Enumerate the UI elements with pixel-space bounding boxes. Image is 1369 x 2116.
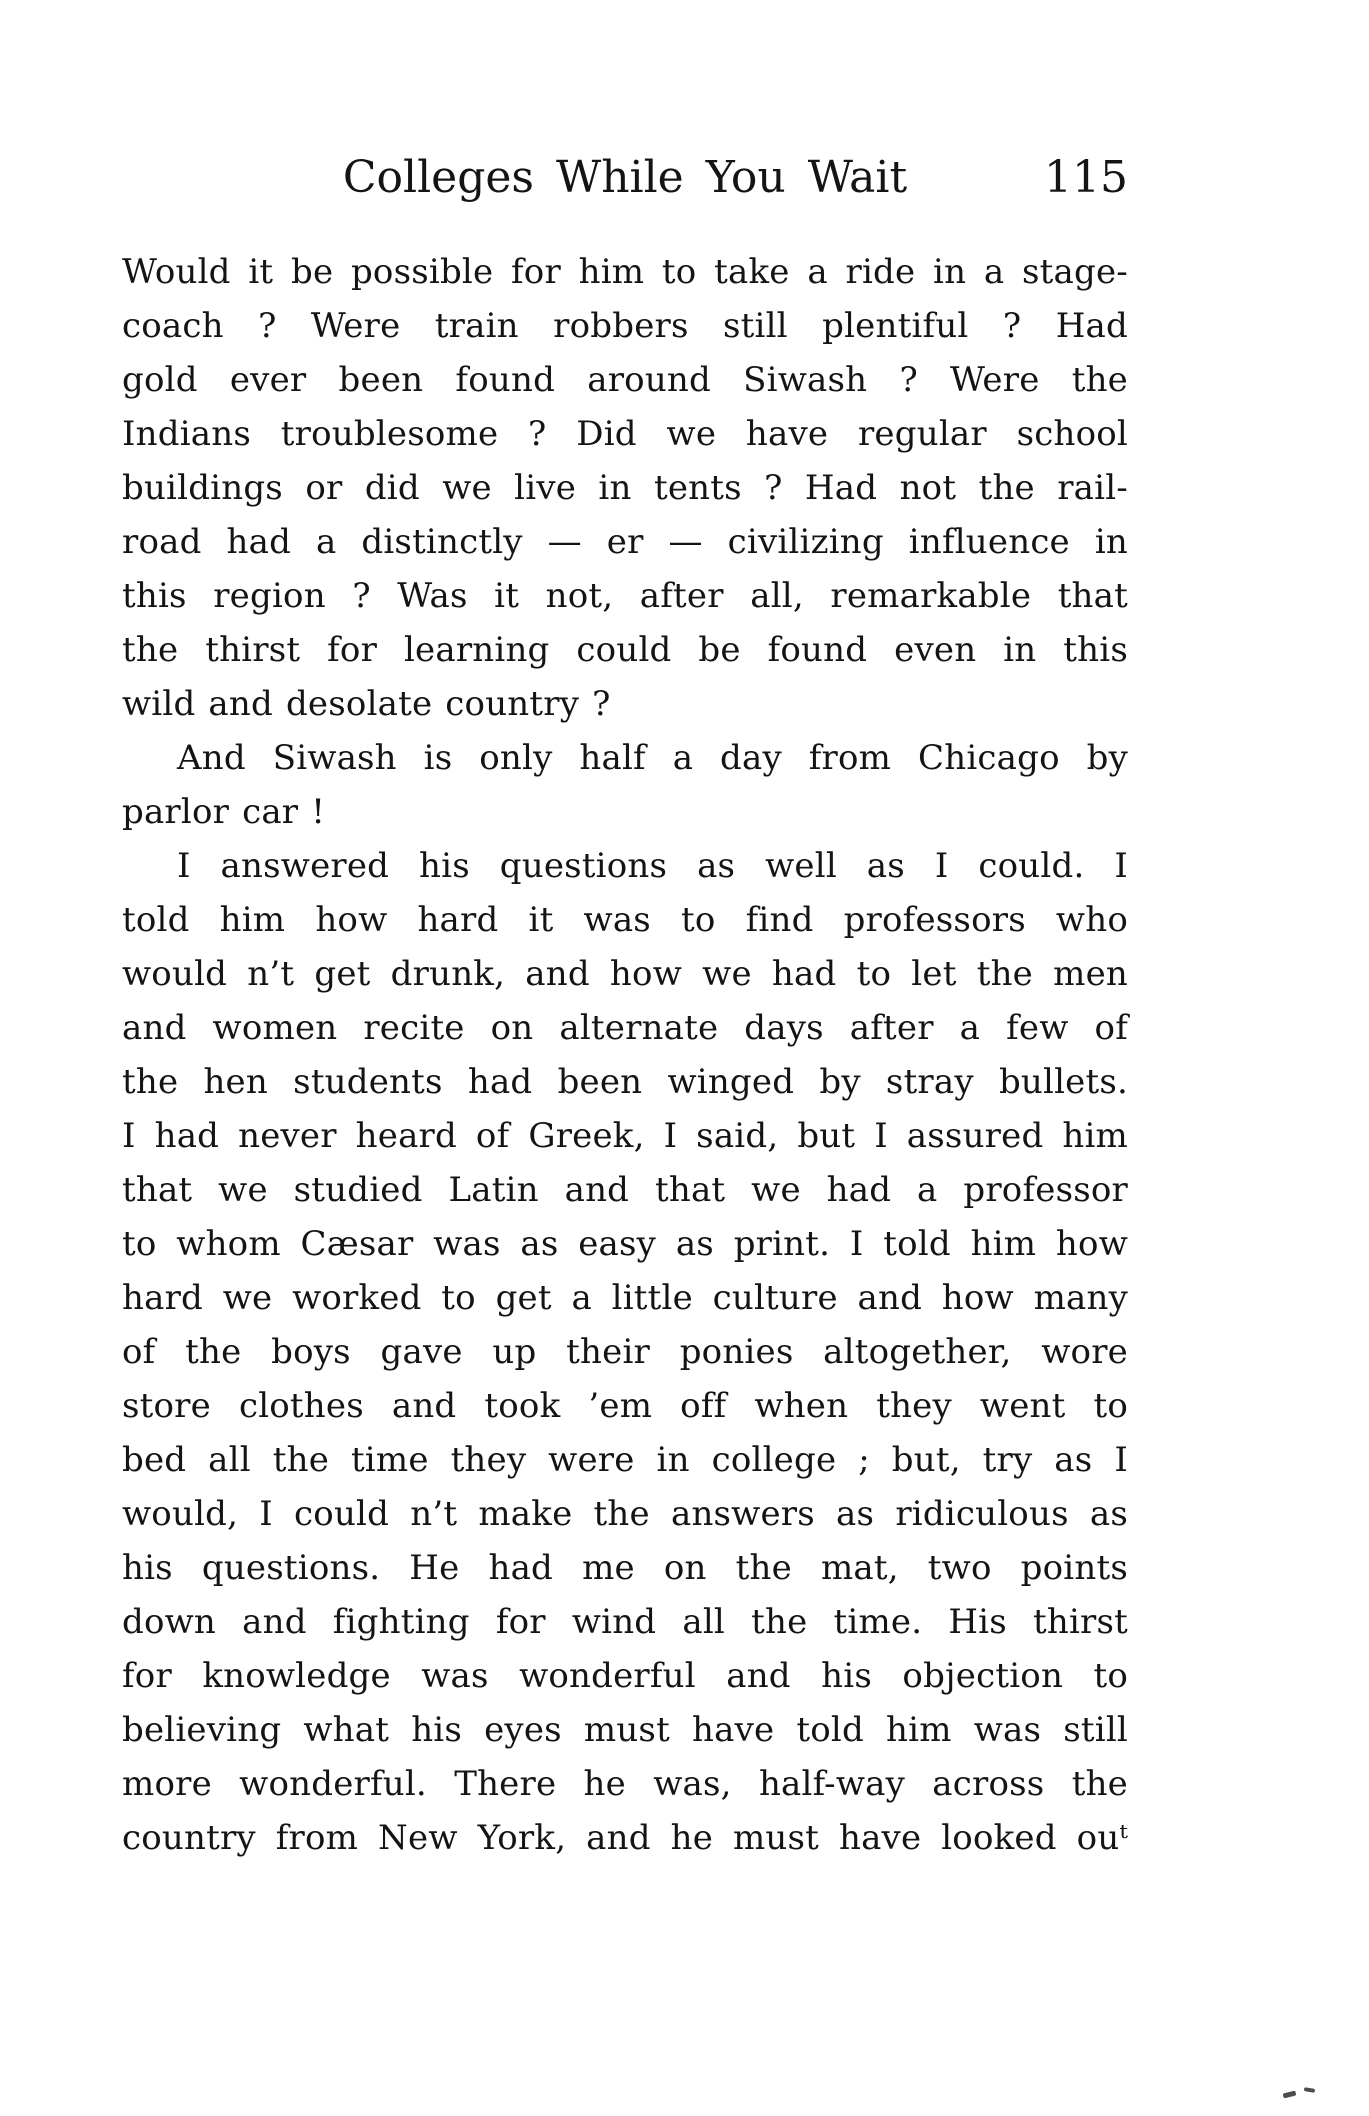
text-line: Indians troublesome ? Did we have regular school [122, 414, 1128, 454]
ink-speck [1304, 2087, 1315, 2093]
running-header [122, 150, 1128, 206]
text-line: his questions. He had me on the mat, two points [122, 1548, 1128, 1588]
text-line: would n’t get drunk, and how we had to let the men [122, 954, 1128, 994]
text-line: hard we worked to get a little culture and how many [122, 1278, 1128, 1318]
text-line: country from New York, and he must have looked ouᵗ [122, 1818, 1128, 1858]
body-text-block [122, 245, 1128, 1865]
chapter-title: Colleges While You Wait [342, 152, 908, 203]
text-line: the hen students had been winged by stray bullets. [122, 1062, 1128, 1102]
text-line: to whom Cæsar was as easy as print. I told him how [122, 1224, 1128, 1264]
text-line: road had a distinctly — er — civilizing influence in [122, 522, 1128, 562]
page-number: 115 [1044, 152, 1128, 203]
text-line: and women recite on alternate days after a few of [122, 1008, 1128, 1048]
text-line: that we studied Latin and that we had a professor [122, 1170, 1128, 1210]
text-line: down and fighting for wind all the time. His thirst [122, 1602, 1128, 1642]
text-line: this region ? Was it not, after all, remarkable that [122, 576, 1128, 616]
text-line: would, I could n’t make the answers as ridiculous as [122, 1494, 1128, 1534]
text-line-paragraph-start: I answered his questions as well as I could. I [177, 846, 1128, 886]
text-line-paragraph-start: And Siwash is only half a day from Chicago by [177, 738, 1128, 778]
text-line: Would it be possible for him to take a ride in a stage- [122, 252, 1128, 292]
text-line: bed all the time they were in college ; but, try as I [122, 1440, 1128, 1480]
text-line: of the boys gave up their ponies altogether, wore [122, 1332, 1128, 1372]
text-line: store clothes and took ’em off when they went to [122, 1386, 1128, 1426]
text-line: more wonderful. There he was, half-way across the [122, 1764, 1128, 1804]
text-line: gold ever been found around Siwash ? Were the [122, 360, 1128, 400]
ink-speck [1283, 2091, 1297, 2099]
text-line: believing what his eyes must have told him was still [122, 1710, 1128, 1750]
text-line: coach ? Were train robbers still plentiful ? Had [122, 306, 1128, 346]
text-line: the thirst for learning could be found even in this [122, 630, 1128, 670]
text-line: I had never heard of Greek, I said, but I assured him [122, 1116, 1128, 1156]
text-line: told him how hard it was to find professors who [122, 900, 1128, 940]
text-line: buildings or did we live in tents ? Had not the rail- [122, 468, 1128, 508]
text-line: wild and desolate country ? [122, 684, 611, 724]
text-line: parlor car ! [122, 792, 326, 832]
text-line: for knowledge was wonderful and his objection to [122, 1656, 1128, 1696]
